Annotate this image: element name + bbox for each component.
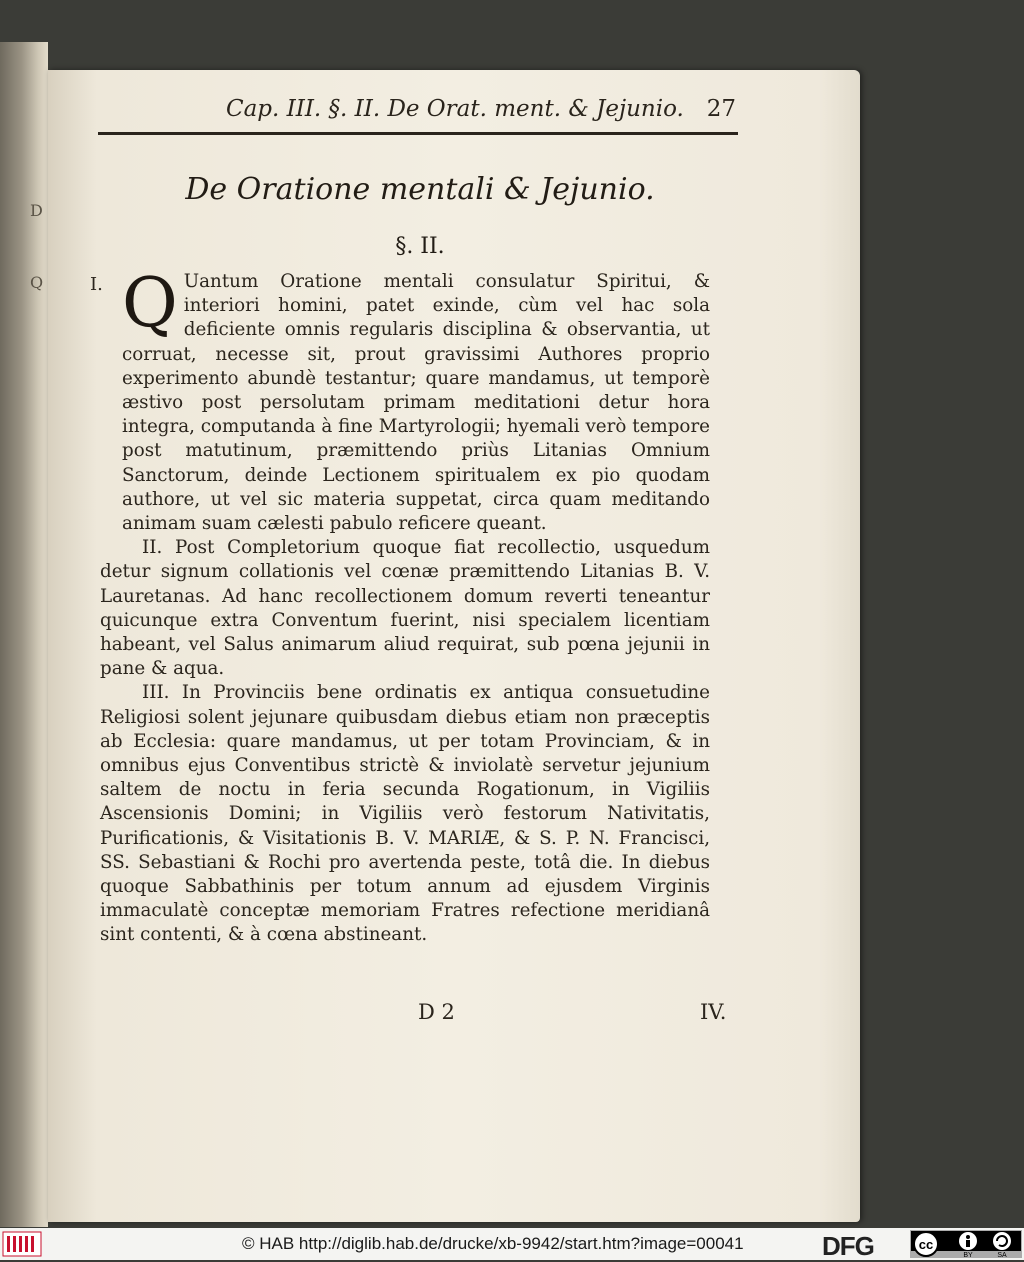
paragraph-1-number: I.	[90, 274, 103, 295]
paragraph-2: II. Post Completorium quoque fiat recollectio, usquedum detur signum collationis vel cœnæ præmittendo Litanias B. V. Lauretanas. Ad hanc recollectionem domum reverti teneantur quicunque extra Conventum fuerint, nisi specialem licentiam habeant, vel Salus animarum aliud requirat, sub pœna jejunii in pane & aqua.	[100, 537, 710, 680]
catchword: IV.	[700, 1000, 727, 1024]
signature-mark: D 2	[418, 1000, 455, 1024]
section-title: De Oratione mentali & Jejunio.	[185, 172, 655, 207]
facing-glyph-q: Q	[30, 273, 44, 292]
body-text	[100, 264, 710, 948]
paragraph-1-text: Uantum Oratione mentali consulatur Spiritui, & interiori homini, patet exinde, cùm vel hac sola deficiente omnis regularis disciplina & observantia, ut corruat, necesse sit, prout gravissimi Authores proprio experimento abundè testantur; quare mandamus, ut temporè æstivo post persolutam primam meditationi detur hora integra, computanda à fine Martyrologii; hyemali verò tempore post matutinum, præmittendo priùs Litanias Omnium Sanctorum, deinde Lectionem spiritualem ex pio quodam authore, ut vel sic materia suppetat, circa quam meditando animam suam cælesti pabulo reficere queant.	[122, 271, 710, 535]
section-mark: §. II.	[395, 234, 445, 259]
page-number: 27	[706, 96, 736, 122]
dfg-logo[interactable]: DFG	[822, 1231, 874, 1261]
running-head-title: Cap. III. §. II. De Orat. ment. & Jejunio.	[226, 96, 684, 122]
svg-text:cc: cc	[918, 1237, 934, 1252]
drop-cap: Q	[122, 264, 178, 343]
license-by-label: BY	[963, 1252, 973, 1258]
viewer-footer-bar	[0, 1228, 1024, 1260]
copyright-link[interactable]: © HAB http://diglib.hab.de/drucke/xb-9942/start.htm?image=00041	[242, 1234, 744, 1253]
license-sa-label: SA	[997, 1252, 1007, 1258]
header-rule	[98, 132, 738, 135]
facing-glyph-d: D	[30, 201, 43, 220]
paragraph-3: III. In Provinciis bene ordinatis ex antiqua consuetudine Religiosi solent jejunare quibusdam diebus etiam non præceptis ab Ecclesia: quare mandamus, ut per totam Provinciam, & in omnibus ejus Conventibus strictè & inviolatè servetur jejunium saltem de noctu in feria secunda Rogationum, in Vigiliis Ascensionis Domini; in Vigiliis verò festorum Nativitatis, Purificationis, & Visitationis B. V. MARIÆ, & S. P. N. Francisci, SS. Sebastiani & Rochi pro avertenda peste, totâ die. In diebus quoque Sabbathinis per totum annum ad ejusdem Virginis immaculatè conceptæ memoriam Fratres refectione meridianâ sint contenti, & à cœna abstineant.	[100, 682, 710, 946]
running-head	[100, 96, 740, 130]
hab-logo-icon[interactable]	[2, 1230, 42, 1258]
cc-by-sa-license-icon[interactable]	[910, 1230, 1022, 1258]
paragraph-1	[100, 264, 710, 536]
